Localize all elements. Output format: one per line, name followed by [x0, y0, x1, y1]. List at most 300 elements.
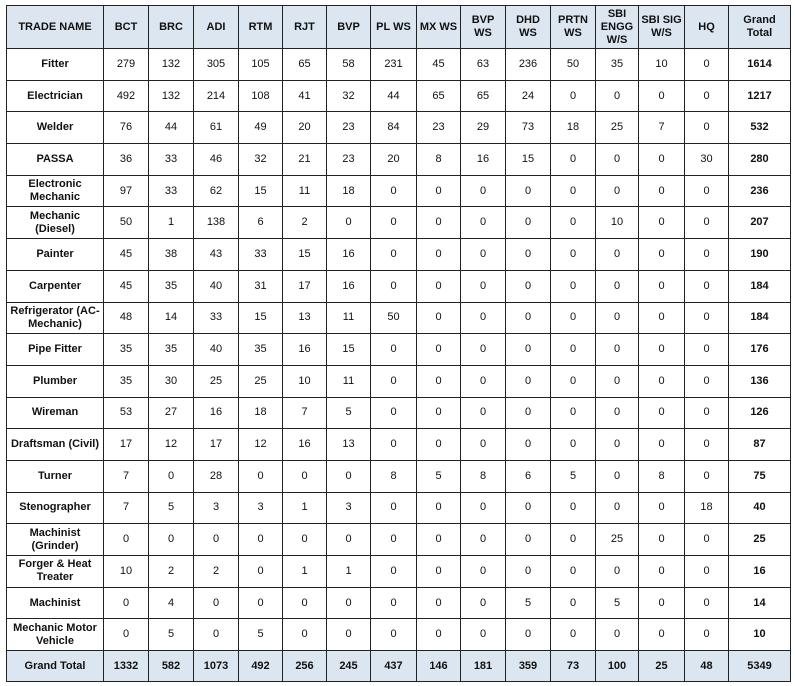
value-cell: 30 — [685, 144, 729, 176]
value-cell: 3 — [194, 492, 239, 524]
value-cell: 0 — [417, 334, 461, 366]
value-cell: 0 — [417, 239, 461, 271]
value-cell: 0 — [371, 239, 417, 271]
value-cell: 0 — [596, 492, 639, 524]
value-cell: 1 — [327, 556, 371, 588]
value-cell: 0 — [551, 524, 596, 556]
value-cell: 97 — [104, 175, 149, 207]
value-cell: 0 — [461, 429, 506, 461]
column-header: PL WS — [371, 6, 417, 49]
value-cell: 0 — [506, 175, 551, 207]
value-cell: 582 — [149, 651, 194, 682]
value-cell: 46 — [194, 144, 239, 176]
value-cell: 35 — [596, 49, 639, 81]
value-cell: 0 — [149, 460, 194, 492]
table-row — [7, 397, 791, 429]
value-cell: 0 — [685, 429, 729, 461]
value-cell: 0 — [461, 587, 506, 619]
value-cell: 8 — [417, 144, 461, 176]
value-cell: 84 — [371, 112, 417, 144]
value-cell: 0 — [596, 80, 639, 112]
value-cell: 0 — [596, 239, 639, 271]
value-cell: 15 — [239, 302, 283, 334]
value-cell: 0 — [596, 556, 639, 588]
trade-name-cell: Electronic Mechanic — [7, 175, 104, 207]
value-cell: 0 — [371, 492, 417, 524]
value-cell: 0 — [371, 556, 417, 588]
value-cell: 0 — [506, 334, 551, 366]
row-total-cell: 5349 — [729, 651, 791, 682]
value-cell: 0 — [685, 112, 729, 144]
value-cell: 437 — [371, 651, 417, 682]
row-total-cell: 75 — [729, 460, 791, 492]
value-cell: 21 — [283, 144, 327, 176]
value-cell: 0 — [596, 270, 639, 302]
value-cell: 0 — [461, 397, 506, 429]
value-cell: 0 — [596, 334, 639, 366]
trade-name-cell: Stenographer — [7, 492, 104, 524]
value-cell: 8 — [461, 460, 506, 492]
value-cell: 0 — [283, 524, 327, 556]
value-cell: 0 — [639, 207, 685, 239]
value-cell: 0 — [417, 587, 461, 619]
table-row — [7, 460, 791, 492]
value-cell: 5 — [239, 619, 283, 651]
value-cell: 0 — [639, 239, 685, 271]
value-cell: 17 — [104, 429, 149, 461]
value-cell: 0 — [371, 365, 417, 397]
row-total-cell: 40 — [729, 492, 791, 524]
value-cell: 0 — [685, 524, 729, 556]
trade-name-cell: Machinist — [7, 587, 104, 619]
value-cell: 13 — [283, 302, 327, 334]
value-cell: 0 — [596, 365, 639, 397]
value-cell: 32 — [327, 80, 371, 112]
value-cell: 44 — [371, 80, 417, 112]
value-cell: 0 — [685, 80, 729, 112]
row-total-cell: 87 — [729, 429, 791, 461]
value-cell: 36 — [104, 144, 149, 176]
row-total-cell: 532 — [729, 112, 791, 144]
value-cell: 0 — [506, 207, 551, 239]
value-cell: 0 — [371, 429, 417, 461]
value-cell: 0 — [104, 524, 149, 556]
column-header: PRTN WS — [551, 6, 596, 49]
column-header: BCT — [104, 6, 149, 49]
value-cell: 2 — [149, 556, 194, 588]
value-cell: 0 — [639, 302, 685, 334]
table-row — [7, 302, 791, 334]
column-header: BVP WS — [461, 6, 506, 49]
value-cell: 0 — [327, 460, 371, 492]
value-cell: 0 — [551, 587, 596, 619]
value-cell: 105 — [239, 49, 283, 81]
value-cell: 0 — [461, 302, 506, 334]
value-cell: 50 — [371, 302, 417, 334]
value-cell: 40 — [194, 334, 239, 366]
value-cell: 0 — [461, 207, 506, 239]
column-header: BRC — [149, 6, 194, 49]
value-cell: 1 — [283, 556, 327, 588]
trade-name-cell: Mechanic Motor Vehicle — [7, 619, 104, 651]
value-cell: 132 — [149, 80, 194, 112]
value-cell: 0 — [596, 144, 639, 176]
value-cell: 1 — [149, 207, 194, 239]
value-cell: 50 — [551, 49, 596, 81]
value-cell: 65 — [283, 49, 327, 81]
value-cell: 0 — [639, 587, 685, 619]
value-cell: 0 — [551, 365, 596, 397]
value-cell: 0 — [685, 302, 729, 334]
value-cell: 0 — [685, 619, 729, 651]
value-cell: 0 — [639, 144, 685, 176]
value-cell: 0 — [461, 556, 506, 588]
value-cell: 0 — [417, 207, 461, 239]
value-cell: 38 — [149, 239, 194, 271]
value-cell: 0 — [551, 144, 596, 176]
row-total-cell: 236 — [729, 175, 791, 207]
value-cell: 0 — [461, 334, 506, 366]
table-row — [7, 270, 791, 302]
value-cell: 2 — [194, 556, 239, 588]
value-cell: 18 — [685, 492, 729, 524]
value-cell: 0 — [639, 429, 685, 461]
value-cell: 0 — [104, 587, 149, 619]
value-cell: 44 — [149, 112, 194, 144]
value-cell: 245 — [327, 651, 371, 682]
value-cell: 17 — [283, 270, 327, 302]
value-cell: 0 — [685, 49, 729, 81]
trade-name-cell: Mechanic (Diesel) — [7, 207, 104, 239]
value-cell: 0 — [639, 175, 685, 207]
table-row — [7, 556, 791, 588]
value-cell: 0 — [685, 270, 729, 302]
value-cell: 29 — [461, 112, 506, 144]
value-cell: 0 — [685, 175, 729, 207]
value-cell: 76 — [104, 112, 149, 144]
value-cell: 8 — [371, 460, 417, 492]
value-cell: 23 — [327, 144, 371, 176]
value-cell: 0 — [506, 302, 551, 334]
value-cell: 305 — [194, 49, 239, 81]
row-total-cell: 1614 — [729, 49, 791, 81]
value-cell: 35 — [149, 334, 194, 366]
value-cell: 35 — [149, 270, 194, 302]
trade-name-cell: Electrician — [7, 80, 104, 112]
value-cell: 0 — [551, 334, 596, 366]
value-cell: 0 — [283, 587, 327, 619]
value-cell: 0 — [596, 397, 639, 429]
value-cell: 0 — [639, 334, 685, 366]
value-cell: 0 — [371, 619, 417, 651]
value-cell: 53 — [104, 397, 149, 429]
value-cell: 20 — [371, 144, 417, 176]
trade-name-cell: Turner — [7, 460, 104, 492]
column-header: MX WS — [417, 6, 461, 49]
value-cell: 11 — [283, 175, 327, 207]
value-cell: 0 — [461, 492, 506, 524]
value-cell: 35 — [104, 334, 149, 366]
value-cell: 146 — [417, 651, 461, 682]
value-cell: 214 — [194, 80, 239, 112]
value-cell: 0 — [149, 524, 194, 556]
value-cell: 0 — [417, 270, 461, 302]
value-cell: 62 — [194, 175, 239, 207]
value-cell: 30 — [149, 365, 194, 397]
value-cell: 279 — [104, 49, 149, 81]
value-cell: 492 — [104, 80, 149, 112]
value-cell: 13 — [327, 429, 371, 461]
value-cell: 0 — [639, 397, 685, 429]
value-cell: 18 — [327, 175, 371, 207]
value-cell: 45 — [104, 270, 149, 302]
value-cell: 16 — [327, 270, 371, 302]
trade-name-cell: Wireman — [7, 397, 104, 429]
value-cell: 0 — [639, 556, 685, 588]
value-cell: 33 — [149, 144, 194, 176]
value-cell: 0 — [371, 524, 417, 556]
value-cell: 10 — [104, 556, 149, 588]
value-cell: 73 — [506, 112, 551, 144]
value-cell: 32 — [239, 144, 283, 176]
value-cell: 48 — [104, 302, 149, 334]
value-cell: 0 — [685, 397, 729, 429]
value-cell: 0 — [639, 270, 685, 302]
value-cell: 1073 — [194, 651, 239, 682]
value-cell: 0 — [327, 587, 371, 619]
value-cell: 0 — [596, 619, 639, 651]
value-cell: 8 — [639, 460, 685, 492]
value-cell: 15 — [239, 175, 283, 207]
table-row — [7, 429, 791, 461]
value-cell: 16 — [283, 429, 327, 461]
value-cell: 16 — [283, 334, 327, 366]
value-cell: 100 — [596, 651, 639, 682]
value-cell: 231 — [371, 49, 417, 81]
column-header: Grand Total — [729, 6, 791, 49]
value-cell: 0 — [417, 397, 461, 429]
value-cell: 5 — [417, 460, 461, 492]
value-cell: 0 — [327, 619, 371, 651]
table-row — [7, 112, 791, 144]
value-cell: 0 — [194, 619, 239, 651]
value-cell: 3 — [239, 492, 283, 524]
value-cell: 25 — [596, 112, 639, 144]
value-cell: 63 — [461, 49, 506, 81]
row-total-cell: 126 — [729, 397, 791, 429]
value-cell: 65 — [417, 80, 461, 112]
value-cell: 0 — [551, 80, 596, 112]
trade-name-cell: PASSA — [7, 144, 104, 176]
value-cell: 0 — [685, 239, 729, 271]
value-cell: 43 — [194, 239, 239, 271]
value-cell: 0 — [371, 334, 417, 366]
value-cell: 40 — [194, 270, 239, 302]
trade-name-cell: Grand Total — [7, 651, 104, 682]
value-cell: 15 — [283, 239, 327, 271]
value-cell: 5 — [149, 492, 194, 524]
value-cell: 0 — [506, 397, 551, 429]
value-cell: 3 — [327, 492, 371, 524]
trade-name-cell: Machinist (Grinder) — [7, 524, 104, 556]
value-cell: 0 — [551, 619, 596, 651]
value-cell: 0 — [239, 524, 283, 556]
column-header: DHD WS — [506, 6, 551, 49]
value-cell: 12 — [149, 429, 194, 461]
value-cell: 0 — [596, 175, 639, 207]
column-header: TRADE NAME — [7, 6, 104, 49]
value-cell: 0 — [506, 556, 551, 588]
table-row — [7, 365, 791, 397]
trade-name-cell: Refrigerator (AC-Mechanic) — [7, 302, 104, 334]
value-cell: 10 — [283, 365, 327, 397]
value-cell: 15 — [327, 334, 371, 366]
value-cell: 0 — [461, 619, 506, 651]
row-total-cell: 184 — [729, 270, 791, 302]
value-cell: 16 — [327, 239, 371, 271]
value-cell: 0 — [639, 365, 685, 397]
value-cell: 0 — [506, 429, 551, 461]
row-total-cell: 1217 — [729, 80, 791, 112]
value-cell: 0 — [461, 175, 506, 207]
column-header: RTM — [239, 6, 283, 49]
table-row — [7, 239, 791, 271]
value-cell: 108 — [239, 80, 283, 112]
value-cell: 0 — [685, 556, 729, 588]
trade-name-cell: Forger & Heat Treater — [7, 556, 104, 588]
row-total-cell: 176 — [729, 334, 791, 366]
value-cell: 0 — [461, 365, 506, 397]
value-cell: 0 — [685, 207, 729, 239]
value-cell: 0 — [461, 239, 506, 271]
value-cell: 0 — [639, 524, 685, 556]
value-cell: 0 — [506, 619, 551, 651]
value-cell: 25 — [239, 365, 283, 397]
value-cell: 11 — [327, 302, 371, 334]
value-cell: 0 — [371, 175, 417, 207]
column-header: HQ — [685, 6, 729, 49]
header-row — [7, 6, 791, 49]
value-cell: 33 — [194, 302, 239, 334]
grand-total-row — [7, 651, 791, 682]
value-cell: 6 — [506, 460, 551, 492]
value-cell: 0 — [639, 619, 685, 651]
trade-name-cell: Fitter — [7, 49, 104, 81]
value-cell: 16 — [194, 397, 239, 429]
value-cell: 61 — [194, 112, 239, 144]
value-cell: 25 — [596, 524, 639, 556]
value-cell: 0 — [506, 492, 551, 524]
value-cell: 0 — [551, 270, 596, 302]
row-total-cell: 10 — [729, 619, 791, 651]
trade-name-cell: Plumber — [7, 365, 104, 397]
value-cell: 0 — [685, 460, 729, 492]
value-cell: 0 — [685, 587, 729, 619]
row-total-cell: 14 — [729, 587, 791, 619]
value-cell: 35 — [104, 365, 149, 397]
value-cell: 0 — [417, 556, 461, 588]
value-cell: 0 — [551, 397, 596, 429]
row-total-cell: 184 — [729, 302, 791, 334]
value-cell: 7 — [104, 460, 149, 492]
value-cell: 23 — [327, 112, 371, 144]
value-cell: 65 — [461, 80, 506, 112]
value-cell: 0 — [417, 175, 461, 207]
value-cell: 181 — [461, 651, 506, 682]
column-header: ADI — [194, 6, 239, 49]
table-row — [7, 144, 791, 176]
value-cell: 0 — [685, 334, 729, 366]
value-cell: 5 — [327, 397, 371, 429]
value-cell: 0 — [639, 492, 685, 524]
value-cell: 25 — [194, 365, 239, 397]
value-cell: 1332 — [104, 651, 149, 682]
value-cell: 45 — [417, 49, 461, 81]
value-cell: 7 — [283, 397, 327, 429]
value-cell: 0 — [239, 556, 283, 588]
value-cell: 0 — [327, 207, 371, 239]
value-cell: 0 — [506, 365, 551, 397]
value-cell: 25 — [639, 651, 685, 682]
value-cell: 73 — [551, 651, 596, 682]
value-cell: 359 — [506, 651, 551, 682]
value-cell: 0 — [283, 460, 327, 492]
value-cell: 492 — [239, 651, 283, 682]
trade-name-cell: Welder — [7, 112, 104, 144]
value-cell: 0 — [551, 175, 596, 207]
table-row — [7, 334, 791, 366]
value-cell: 35 — [239, 334, 283, 366]
trade-name-cell: Painter — [7, 239, 104, 271]
value-cell: 0 — [417, 492, 461, 524]
value-cell: 138 — [194, 207, 239, 239]
row-total-cell: 25 — [729, 524, 791, 556]
value-cell: 12 — [239, 429, 283, 461]
value-cell: 7 — [639, 112, 685, 144]
value-cell: 23 — [417, 112, 461, 144]
value-cell: 27 — [149, 397, 194, 429]
table-row — [7, 80, 791, 112]
column-header: SBI ENGG W/S — [596, 6, 639, 49]
value-cell: 0 — [506, 270, 551, 302]
value-cell: 28 — [194, 460, 239, 492]
value-cell: 0 — [194, 524, 239, 556]
value-cell: 7 — [104, 492, 149, 524]
trade-name-cell: Draftsman (Civil) — [7, 429, 104, 461]
value-cell: 0 — [417, 429, 461, 461]
value-cell: 0 — [639, 80, 685, 112]
value-cell: 5 — [506, 587, 551, 619]
value-cell: 58 — [327, 49, 371, 81]
value-cell: 2 — [283, 207, 327, 239]
value-cell: 0 — [417, 619, 461, 651]
value-cell: 33 — [149, 175, 194, 207]
row-total-cell: 16 — [729, 556, 791, 588]
value-cell: 50 — [104, 207, 149, 239]
value-cell: 24 — [506, 80, 551, 112]
value-cell: 0 — [551, 239, 596, 271]
value-cell: 0 — [461, 270, 506, 302]
value-cell: 0 — [551, 207, 596, 239]
value-cell: 0 — [551, 492, 596, 524]
value-cell: 18 — [239, 397, 283, 429]
value-cell: 132 — [149, 49, 194, 81]
table-row — [7, 619, 791, 651]
trade-name-cell: Carpenter — [7, 270, 104, 302]
table-row — [7, 587, 791, 619]
table-row — [7, 207, 791, 239]
column-header: RJT — [283, 6, 327, 49]
